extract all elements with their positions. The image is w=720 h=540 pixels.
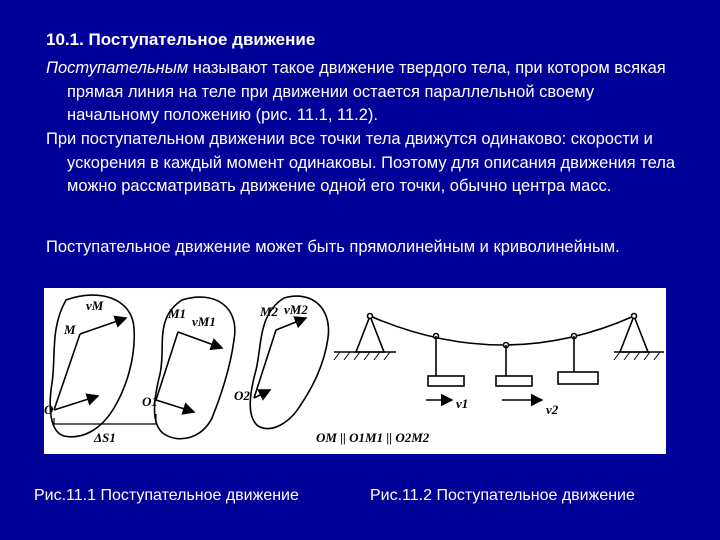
label-o2: O2 <box>234 388 250 403</box>
label-m: M <box>64 322 76 337</box>
velocity-arrow-o1 <box>156 400 194 412</box>
label-vm1: vM1 <box>192 314 216 329</box>
support-right <box>620 316 648 352</box>
velocity-arrow-o <box>54 396 98 410</box>
definition-text: называют такое движение твердого тела, при котором всякая прямая линия на теле при движении остается параллельной своему начальному положению (рис. 11.1, 11.2). <box>67 59 666 124</box>
label-o: O <box>44 402 54 417</box>
types-paragraph: Поступательное движение может быть прямолинейным и криволинейным. <box>46 238 620 256</box>
label-v1: v1 <box>456 396 469 411</box>
figure-panel <box>44 288 666 454</box>
segment-o1m1 <box>156 332 178 400</box>
velocity-arrow-m <box>80 318 126 334</box>
body-outline-1 <box>50 295 134 437</box>
figure-11-1-labels <box>44 298 308 445</box>
hatch-left <box>334 352 390 360</box>
caption-figure-2: Рис.11.2 Поступательное движение <box>370 487 635 504</box>
label-delta-s1: ΔS1 <box>94 430 116 445</box>
load-3 <box>558 372 598 384</box>
beam <box>370 316 634 345</box>
definition-paragraph <box>46 57 686 128</box>
delta-s-bracket <box>54 414 156 424</box>
label-m1: M1 <box>168 306 187 321</box>
term-translational: Поступательным <box>46 59 189 77</box>
label-vm: vM <box>86 298 104 313</box>
velocity-arrow-m1 <box>178 332 222 348</box>
label-o1: O1 <box>142 394 158 409</box>
figure-11-2 <box>334 314 664 401</box>
figure-11-2-labels <box>316 396 559 445</box>
label-v2: v2 <box>546 402 559 417</box>
support-left <box>356 316 384 352</box>
label-m2: M2 <box>260 304 279 319</box>
motion-paragraph: При поступательном движении все точки тела движутся одинаково: скорости и ускорения в каждый момент одинаковы. Поэтому для описания движения тела можно рассматривать движение одной его точки, обычно центра масс. <box>46 130 676 195</box>
hatch-right <box>614 352 660 360</box>
pivot-left <box>368 314 373 319</box>
velocity-arrow-m2 <box>276 318 306 330</box>
slide-heading: 10.1. Поступательное движение <box>46 30 316 49</box>
pivot-right <box>632 314 637 319</box>
label-parallel-relation: OM || O1M1 || O2M2 <box>316 430 430 445</box>
load-2 <box>496 376 532 386</box>
figures-svg <box>44 288 666 454</box>
label-vm2: vM2 <box>284 302 308 317</box>
load-1 <box>428 376 464 386</box>
caption-figure-1: Рис.11.1 Поступательное движение <box>34 487 299 504</box>
segment-om <box>54 334 80 410</box>
